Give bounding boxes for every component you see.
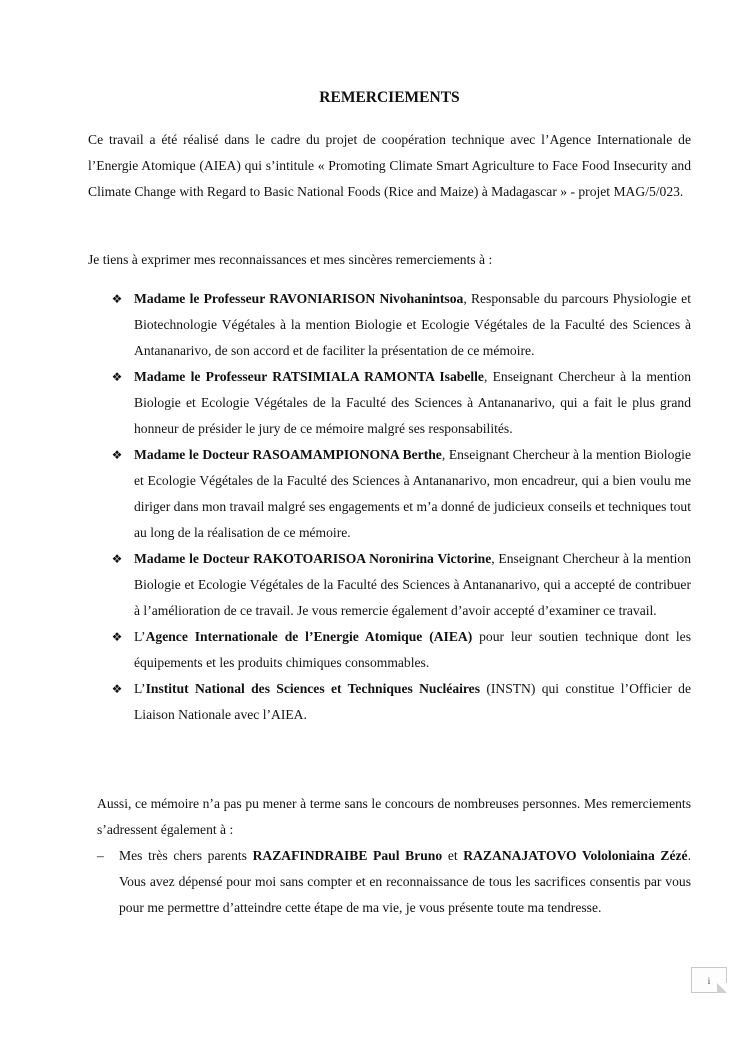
- dash-list: [97, 843, 691, 921]
- folded-corner-icon: [717, 983, 727, 993]
- diamond-bullet-icon: ❖: [111, 370, 123, 384]
- person-name: Madame le Professeur RATSIMIALA RAMONTA Isabelle: [134, 369, 484, 384]
- organization-name: Institut National des Sciences et Techniques Nucléaires: [145, 681, 481, 696]
- diamond-bullet-icon: ❖: [111, 552, 123, 566]
- list-item: ❖ Madame le Docteur RASOAMAMPIONONA Berthe, Enseignant Chercheur à la mention Biologie et Ecologie Végétales de la Faculté des Sciences à Antananarivo, mon encadreur, qui a bien voulu me diriger dans mon travail malgré ses engagements et m’a donné de judicieux conseils et techniques tout au long de la réalisation de ce mémoire.: [106, 442, 691, 546]
- page-title: REMERCIEMENTS: [319, 89, 460, 106]
- diamond-bullet-icon: ❖: [111, 682, 123, 696]
- list-item: – Mes très chers parents RAZAFINDRAIBE Paul Bruno et RAZANAJATOVO Vololoniaina Zézé. Vous avez dépensé pour moi sans compter et en reconnaissance de tous les sacrifices consentis par vous pour me permettre d’atteindre cette étape de ma vie, je vous présente toute ma tendresse.: [97, 843, 691, 921]
- list-item: ❖ Madame le Professeur RAVONIARISON Nivohanintsoa, Responsable du parcours Physiologie et Biotechnologie Végétales à la mention Biologie et Ecologie Végétales de la Faculté des Sciences à Antananarivo, de son accord et de faciliter la présentation de ce mémoire.: [106, 286, 691, 364]
- list-item: ❖ L’Agence Internationale de l’Energie Atomique (AIEA) pour leur soutien technique dont les équipements et les produits chimiques consommables.: [106, 624, 691, 676]
- list-item: ❖ Madame le Docteur RAKOTOARISOA Noronirina Victorine, Enseignant Chercheur à la mention Biologie et Ecologie Végétales de la Faculté des Sciences à Antananarivo, qui a accepté de contribuer à l’amélioration de ce travail. Je vous remercie également d’avoir accepté d’examiner ce travail.: [106, 546, 691, 624]
- person-name: Madame le Docteur RAKOTOARISOA Noronirina Victorine: [134, 551, 492, 566]
- intro-paragraph: Ce travail a été réalisé dans le cadre du projet de coopération technique avec l’Agence Internationale de l’Energie Atomique (AIEA) qui s’intitule « Promoting Climate Smart Agriculture to Face Food Insecurity and Climate Change with Regard to Basic National Foods (Rice and Maize) à Madagascar » - projet MAG/5/023.: [88, 132, 691, 199]
- list-item: ❖ L’Institut National des Sciences et Techniques Nucléaires (INSTN) qui constitue l’Officier de Liaison Nationale avec l’AIEA.: [106, 676, 691, 728]
- diamond-bullet-icon: ❖: [111, 292, 123, 306]
- aussi-paragraph: Aussi, ce mémoire n’a pas pu mener à terme sans le concours de nombreuses personnes. Mes remerciements s’adressent également à :: [97, 796, 691, 837]
- person-name: RAZAFINDRAIBE Paul Bruno: [252, 848, 443, 863]
- list-item: ❖ Madame le Professeur RATSIMIALA RAMONTA Isabelle, Enseignant Chercheur à la mention Biologie et Ecologie Végétales de la Faculté des Sciences à Antananarivo, qui a fait le plus grand honneur de présider le jury de ce mémoire malgré ses responsabilités.: [106, 364, 691, 442]
- dash-bullet-icon: –: [97, 848, 104, 863]
- person-name: RAZANAJATOVO Vololoniaina Zézé: [463, 848, 688, 863]
- acknowledgement-list: [106, 286, 691, 728]
- lead-paragraph: Je tiens à exprimer mes reconnaissances et mes sincères remerciements à :: [88, 252, 493, 267]
- diamond-bullet-icon: ❖: [111, 630, 123, 644]
- organization-name: Agence Internationale de l’Energie Atomique (AIEA): [145, 629, 473, 644]
- person-name: Madame le Docteur RASOAMAMPIONONA Berthe: [134, 447, 442, 462]
- page-number: i: [707, 976, 711, 986]
- person-name: Madame le Professeur RAVONIARISON Nivohanintsoa: [134, 291, 464, 306]
- page-number-box: [691, 967, 727, 993]
- diamond-bullet-icon: ❖: [111, 448, 123, 462]
